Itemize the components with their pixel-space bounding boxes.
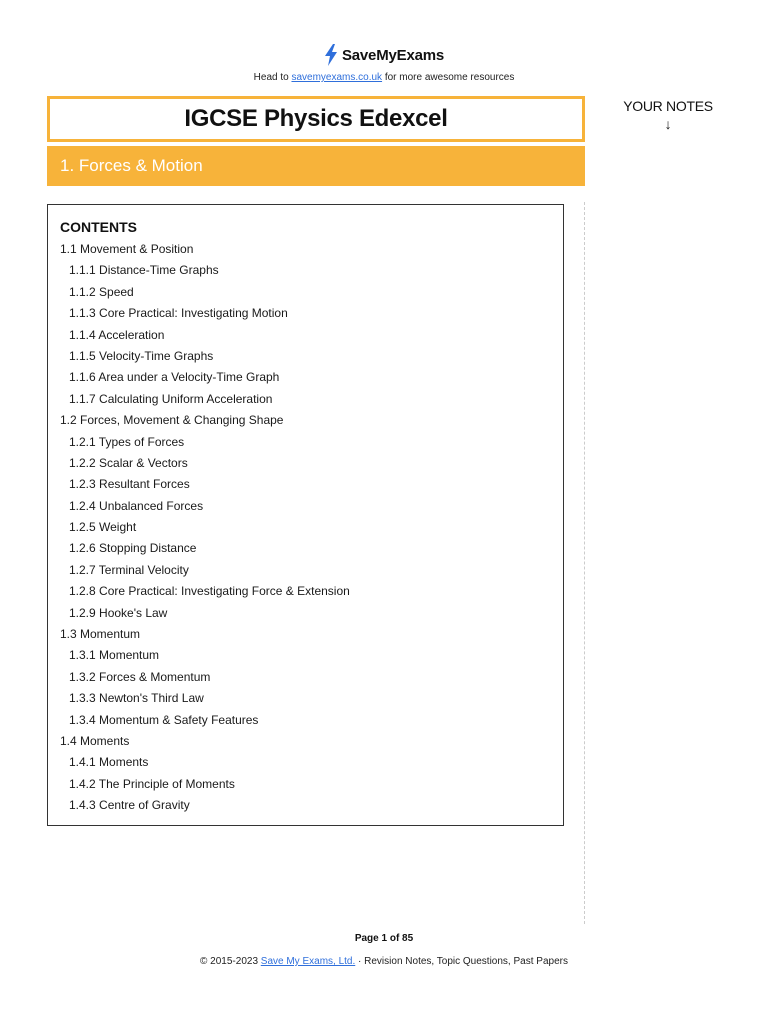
tagline-link[interactable]: savemyexams.co.uk <box>291 72 383 83</box>
contents-list <box>60 239 551 817</box>
toc-subsection-link[interactable]: 1.1.4 Acceleration <box>69 327 165 342</box>
brand-name: SaveMyExams <box>341 46 445 64</box>
brand-header <box>0 44 768 71</box>
toc-section-link[interactable]: 1.4 Moments <box>60 733 130 748</box>
toc-subsection-link[interactable]: 1.1.5 Velocity-Time Graphs <box>69 348 214 363</box>
section-title: 1. Forces & Motion <box>60 156 203 175</box>
toc-subsection-link[interactable]: 1.3.2 Forces & Momentum <box>69 669 211 684</box>
toc-subsection-link[interactable]: 1.2.9 Hooke's Law <box>69 605 168 620</box>
toc-section-link[interactable]: 1.2 Forces, Movement & Changing Shape <box>60 413 284 428</box>
your-notes-label <box>600 98 736 132</box>
toc-subsection-link[interactable]: 1.2.7 Terminal Velocity <box>69 562 189 577</box>
toc-subsection-link[interactable]: 1.3.3 Newton's Third Law <box>69 691 204 706</box>
toc-subsection-link[interactable]: 1.4.1 Moments <box>69 755 149 770</box>
toc-subsection-link[interactable]: 1.3.4 Momentum & Safety Features <box>69 712 259 727</box>
lightning-bolt-icon <box>324 44 338 66</box>
toc-subsection-link[interactable]: 1.4.2 The Principle of Moments <box>69 776 235 791</box>
contents-heading: CONTENTS <box>60 219 137 235</box>
toc-subsection-link[interactable]: 1.1.7 Calculating Uniform Acceleration <box>69 391 273 406</box>
toc-subsection-link[interactable]: 1.4.3 Centre of Gravity <box>69 798 190 813</box>
toc-subsection-link[interactable]: 1.1.6 Area under a Velocity-Time Graph <box>69 370 280 385</box>
toc-subsection-link[interactable]: 1.2.3 Resultant Forces <box>69 477 190 492</box>
toc-section-link[interactable]: 1.3 Momentum <box>60 627 141 642</box>
document-title: IGCSE Physics Edexcel <box>184 105 448 132</box>
notes-divider <box>584 202 585 924</box>
tagline-prefix: Head to <box>253 72 292 83</box>
footer-suffix: · Revision Notes, Topic Questions, Past Papers <box>355 956 568 967</box>
toc-subsection-link[interactable]: 1.1.1 Distance-Time Graphs <box>69 263 219 278</box>
document-title-box <box>47 96 585 142</box>
toc-subsection-link[interactable]: 1.2.8 Core Practical: Investigating Force & Extension <box>69 584 350 599</box>
toc-subsection-link[interactable]: 1.1.3 Core Practical: Investigating Motion <box>69 306 288 321</box>
toc-section-link[interactable]: 1.1 Movement & Position <box>60 242 194 256</box>
toc-subsection-link[interactable]: 1.2.6 Stopping Distance <box>69 541 197 556</box>
brand-logo[interactable] <box>324 44 444 66</box>
footer-prefix: © 2015-2023 <box>200 956 261 967</box>
tagline-suffix: for more awesome resources <box>382 72 515 83</box>
toc-subsection-link[interactable]: 1.2.2 Scalar & Vectors <box>69 455 188 470</box>
page-number: Page 1 of 85 <box>354 933 414 944</box>
toc-subsection-link[interactable]: 1.2.5 Weight <box>69 520 137 535</box>
section-header <box>47 146 585 186</box>
footer <box>0 956 768 967</box>
your-notes-text: YOUR NOTES <box>623 98 713 114</box>
tagline <box>0 72 768 83</box>
toc-subsection-link[interactable]: 1.1.2 Speed <box>69 284 134 299</box>
down-arrow-icon: ↓ <box>664 116 672 132</box>
toc-subsection-link[interactable]: 1.2.1 Types of Forces <box>69 434 185 449</box>
contents-box <box>47 204 564 826</box>
toc-subsection-link[interactable]: 1.3.1 Momentum <box>69 648 160 663</box>
toc-subsection-link[interactable]: 1.2.4 Unbalanced Forces <box>69 498 204 513</box>
footer-link[interactable]: Save My Exams, Ltd. <box>260 956 356 967</box>
